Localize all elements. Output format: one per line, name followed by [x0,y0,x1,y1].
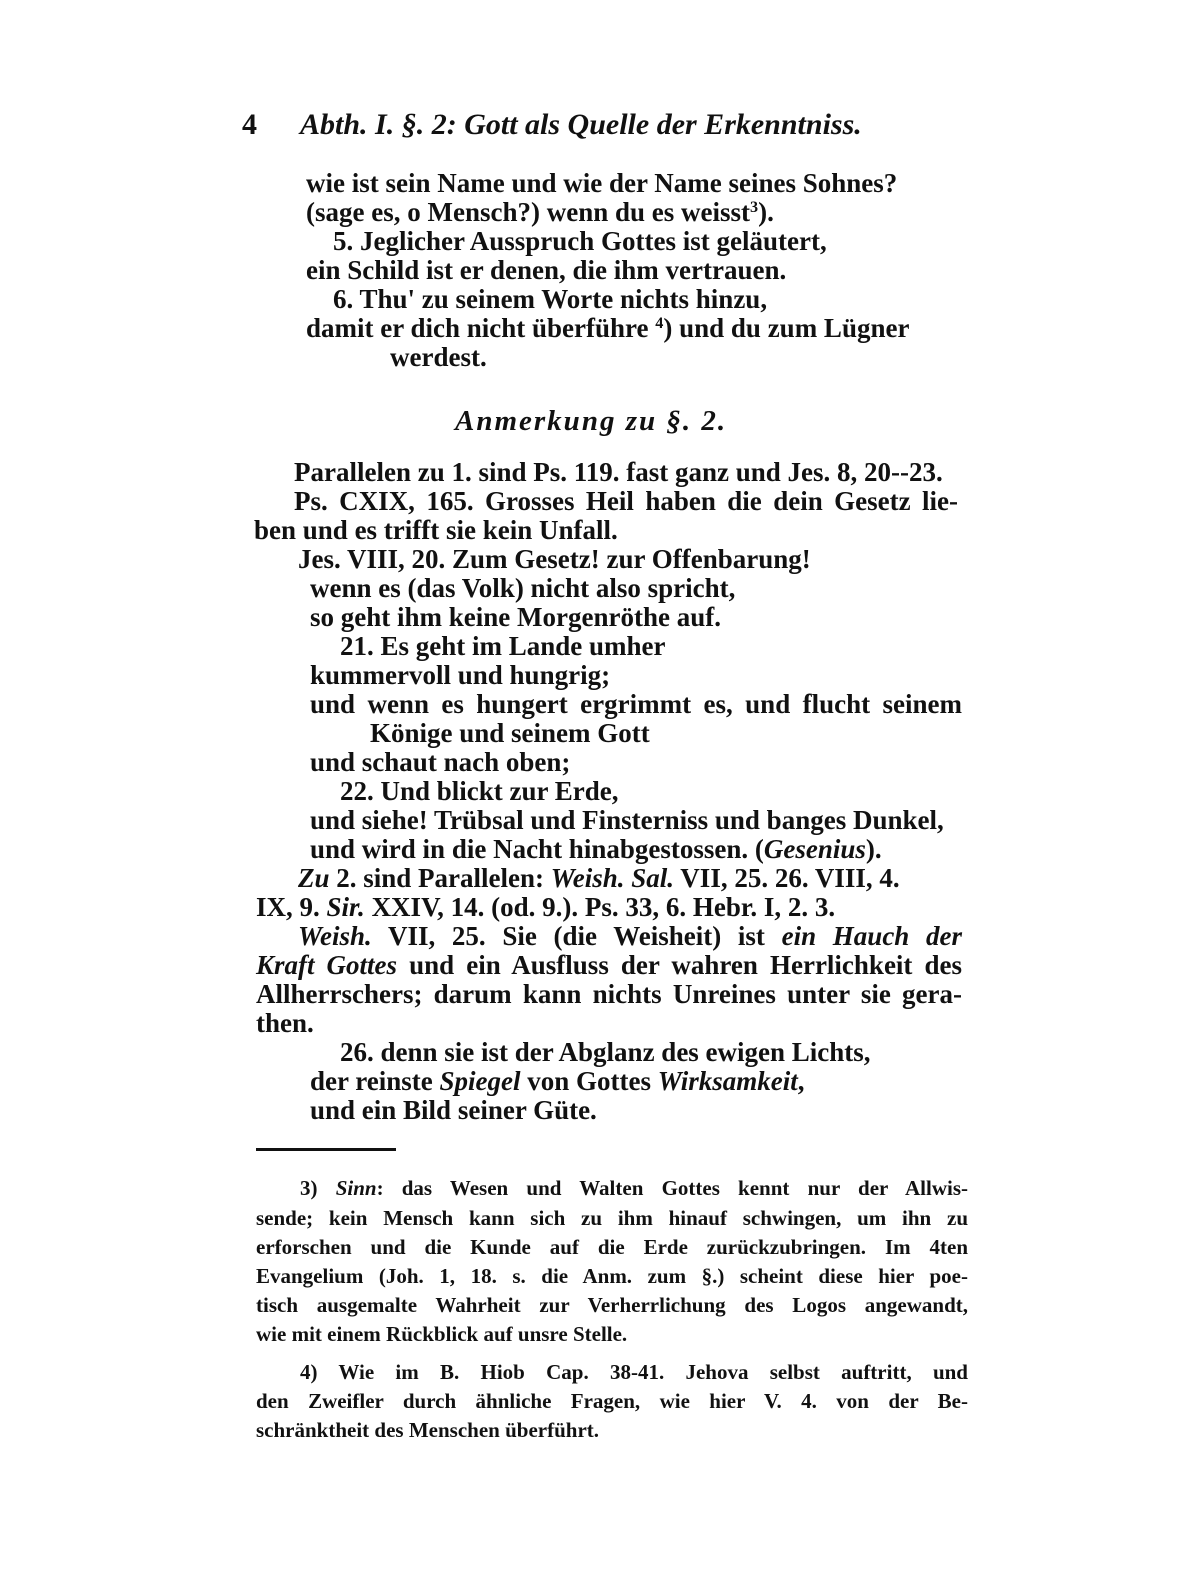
annotation-line: Parallelen zu 1. sind Ps. 119. fast ganz und Jes. 8, 20--23. [294,457,943,487]
footnote-line: 4) Wie im B. Hiob Cap. 38-41. Jehova selbst auftritt, und [300,1360,968,1384]
footnote-line: den Zweifler durch ähnliche Fragen, wie hier V. 4. von der Be- [256,1389,968,1413]
annotation-line: IX, 9. Sir. XXIV, 14. (od. 9.). Ps. 33, 6. Hebr. I, 2. 3. [256,892,836,922]
annotation-line: so geht ihm keine Morgenröthe auf. [310,602,721,632]
annotation-line: Jes. VIII, 20. Zum Gesetz! zur Offenbarung! [298,544,811,574]
verse-line: wie ist sein Name und wie der Name seines Sohnes? [306,168,898,198]
annotation-line: Ps. CXIX, 165. Grosses Heil haben die dein Gesetz lie- [294,486,958,516]
annotation-line: und wird in die Nacht hinabgestossen. (Gesenius). [310,834,882,864]
verse-line: 6. Thu' zu seinem Worte nichts hinzu, [333,284,768,314]
section-heading: Anmerkung zu §. 2. [455,405,728,437]
annotation-line: Kraft Gottes und ein Ausfluss der wahren Herrlichkeit des [256,950,962,980]
page-number: 4 [242,108,257,141]
footnote-line: schränktheit des Menschen überführt. [256,1418,600,1442]
annotation-line: Allherrschers; darum kann nichts Unreines unter sie gera- [256,979,962,1009]
verse-line: werdest. [390,342,487,372]
footnote-line: erforschen und die Kunde auf die Erde zurückzubringen. Im 4ten [256,1235,968,1259]
annotation-line: Zu 2. sind Parallelen: Weish. Sal. VII, 25. 26. VIII, 4. [298,863,900,893]
author-name: Gesenius [763,834,866,864]
footnote-ref: 3 [749,198,759,217]
annotation-line: 22. Und blickt zur Erde, [340,776,619,806]
footnote-ref: 4 [655,314,664,333]
annotation-line: wenn es (das Volk) nicht also spricht, [310,573,736,603]
footnote-line: Evangelium (Joh. 1, 18. s. die Anm. zum §.) scheint diese hier poe- [256,1264,968,1288]
footnote-line: tisch ausgemalte Wahrheit zur Verherrlichung des Logos angewandt, [256,1293,968,1317]
annotation-line: der reinste Spiegel von Gottes Wirksamkeit, [310,1066,805,1096]
footnote-divider [256,1148,396,1151]
annotation-line: und ein Bild seiner Güte. [310,1095,597,1125]
annotation-line: Könige und seinem Gott [370,718,650,748]
footnote-line: wie mit einem Rückblick auf unsre Stelle. [256,1322,628,1346]
verse-line: 5. Jeglicher Ausspruch Gottes ist geläutert, [333,226,827,256]
annotation-line: und wenn es hungert ergrimmt es, und flucht seinem [310,689,962,719]
annotation-line: kummervoll und hungrig; [310,660,611,690]
running-header-title: Abth. I. §. 2: Gott als Quelle der Erkenntniss. [300,108,862,141]
annotation-line: und siehe! Trübsal und Finsterniss und banges Dunkel, [310,805,944,835]
annotation-line: 21. Es geht im Lande umher [340,631,666,661]
footnote-line: sende; kein Mensch kann sich zu ihm hinauf schwingen, um ihn zu [256,1206,968,1230]
annotation-line: 26. denn sie ist der Abglanz des ewigen Lichts, [340,1037,871,1067]
verse-line: damit er dich nicht überführe $^4$) und du zum Lügner [306,313,910,343]
annotation-line: ben und es trifft sie kein Unfall. [254,515,618,545]
verse-line: ein Schild ist er denen, die ihm vertrauen. [306,255,787,285]
verse-line: (sage es, o Mensch?) wenn du es weisst$^3$). [306,197,774,227]
footnote-line: 3) Sinn: das Wesen und Walten Gottes kennt nur der Allwis- [300,1176,969,1200]
footnote-term: Sinn [335,1176,377,1200]
annotation-line: Weish. VII, 25. Sie (die Weisheit) ist ein Hauch der [298,921,962,951]
annotation-line: then. [256,1008,314,1038]
annotation-line: und schaut nach oben; [310,747,571,777]
